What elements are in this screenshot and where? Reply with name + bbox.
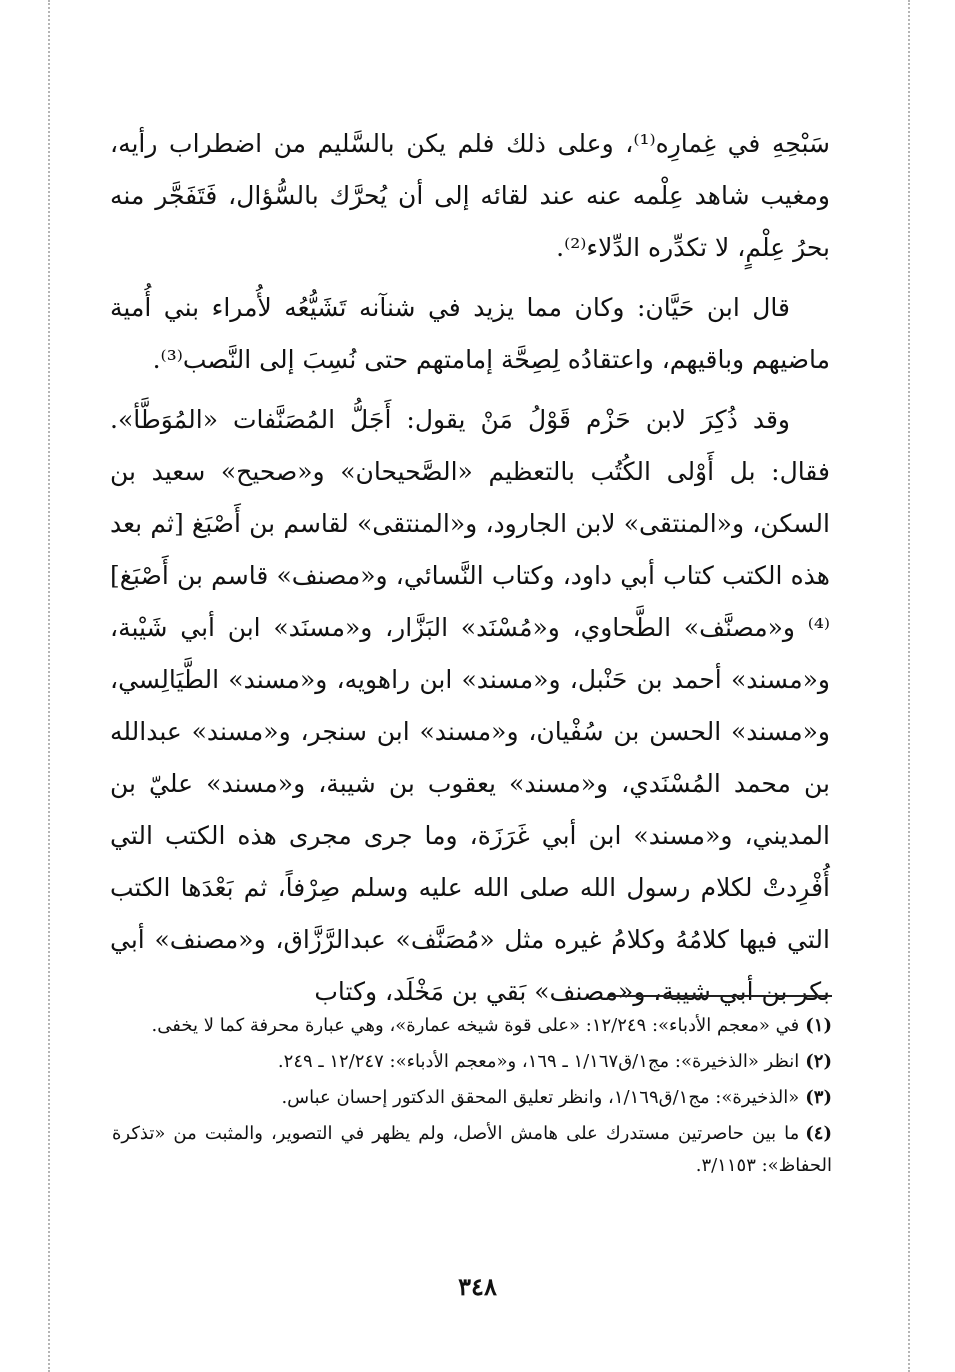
paragraph-2: قال ابن حَيَّان: وكان مما يزيد في شنآنه تَشَيُّعُه لأُمراء بني أُمية ماضيهم وباقيهم، واعتقادُه لِصِحَّة إمامتهم حتى نُسِبَ إلى النَّصب⁽³⁾.: [110, 293, 830, 374]
footnote-separator: [610, 995, 832, 997]
footnote-number: (٢): [805, 1051, 832, 1072]
left-scan-edge: [48, 0, 50, 1372]
footnote-text: «الذخيرة»: مج١/ق١/١٦٩، وانظر تعليق المحقق الدكتور إحسان عباس.: [281, 1087, 800, 1108]
footnote-1: [112, 1010, 832, 1042]
footnote-text: انظر «الذخيرة»: مج١/ق١/١٦٧ ـ ١٦٩، و«معجم الأدباء»: ١٢/٢٤٧ ـ ٢٤٩.: [277, 1051, 800, 1072]
footnote-3: [112, 1082, 832, 1114]
paragraph-1: سَبْحِهِ في غِمارِه⁽¹⁾، وعلى ذلك فلم يكن بالسَّليم من اضطراب رأيه، ومغيب شاهد عِلْمه عنه عند لقائه إلى أن يُحرَّك بالسُّؤال، فَتَفَجَّر منه بحرُ عِلْمٍ، لا تكدِّره الدِّلاء⁽²⁾.: [110, 129, 830, 262]
right-scan-edge: [908, 0, 910, 1372]
footnote-2: [112, 1046, 832, 1078]
footnote-number: (١): [805, 1015, 832, 1036]
main-text: [110, 118, 830, 1026]
page-number: ٣٤٨: [458, 1272, 497, 1301]
footnote-text: ما بين حاصرتين مستدرك على هامش الأصل، ولم يظهر في التصوير، والمثبت من «تذكرة الحفاظ»: ٣/١١٥٣.: [112, 1123, 832, 1176]
footnotes: [112, 1010, 832, 1186]
paragraph-3: وقد ذُكِرَ لابن حَزْم قَوْلُ مَنْ يقول: أَجَلُّ المُصَنَّفات «المُوَطَّأ». فقال: بل أَوْلى الكُتُب بالتعظيم «الصَّحيحان» و«صحيح» سعيد بن السكن، و«المنتقى» لابن الجارود، و«المنتقى» لقاسم بن أَصْبَغ [ثم بعد هذه الكتب كتاب أبي داود، وكتاب النَّسائي، و«مصنف» قاسم بن أَصْبَغ]⁽⁴⁾ و«مصنَّف» الطَّحاوي، و«مُسْنَد» البَزَّار، و«مسنَد» ابن أبي شَيْبة، و«مسند» أحمد بن حَنْبل، و«مسند» ابن راهويه، و«مسند» الطَّيَالِسي، و«مسند» الحسن بن سُفْيان، و«مسند» ابن سنجر، و«مسند» عبدالله بن محمد المُسْنَدي، و«مسند» يعقوب بن شيبة، و«مسند» عليّ بن المديني، و«مسند» ابن أبي غَرَزَة، وما جرى مجرى هذه الكتب التي أُفْرِدتْ لكلام رسول الله صلى الله عليه وسلم صِرْفاً، ثم بَعْدَها الكتب التي فيها كلامُهُ وكلامُ غيره مثل «مُصَنَّف» عبدالرَّزَّاق، و«مصنف» أبي بكر بن أبي شيبة، و«مصنف» بَقي بن مَخْلَد، وكتاب: [110, 405, 830, 1006]
footnote-4: [112, 1118, 832, 1182]
footnote-number: (٤): [805, 1123, 832, 1144]
footnote-text: في «معجم الأدباء»: ١٢/٢٤٩: «على قوة شيخه عمارة»، وهي عبارة محرفة كما لا يخفى.: [151, 1015, 800, 1036]
footnote-number: (٣): [805, 1087, 832, 1108]
